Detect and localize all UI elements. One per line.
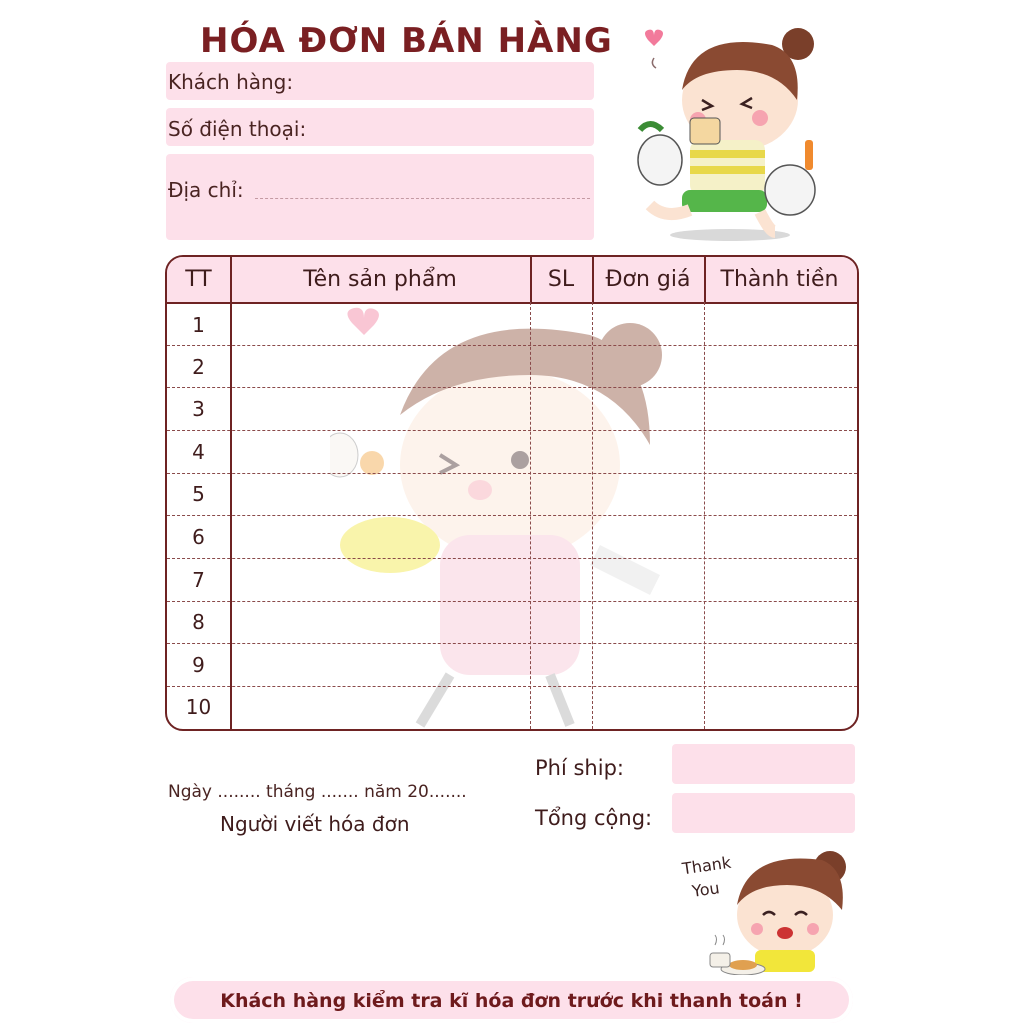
row-divider [167, 515, 857, 516]
column-divider [230, 257, 232, 729]
row-divider [167, 345, 857, 346]
row-divider [167, 430, 857, 431]
header-unit-price: Đơn giá [605, 267, 691, 292]
row-number: 3 [192, 397, 205, 421]
phone-label: Số điện thoại: [168, 117, 307, 141]
invoice-title: HÓA ĐƠN BÁN HÀNG [200, 21, 613, 61]
row-divider [167, 558, 857, 559]
address-label: Địa chỉ: [168, 178, 244, 202]
row-number: 7 [192, 568, 205, 592]
thank-you-text-line1: Thank [680, 852, 733, 879]
signer-label: Người viết hóa đơn [220, 812, 410, 836]
column-divider [592, 257, 594, 302]
shipping-label: Phí ship: [535, 756, 624, 780]
row-number: 8 [192, 610, 205, 634]
thank-you-text-line2: You [690, 878, 721, 901]
date-line: Ngày ........ tháng ....... năm 20....... [168, 782, 467, 802]
row-divider [167, 601, 857, 602]
row-divider [167, 643, 857, 644]
shopping-girl-illustration [620, 20, 835, 245]
address-dotted-line [255, 198, 590, 199]
row-number: 6 [192, 525, 205, 549]
total-label: Tổng cộng: [535, 806, 653, 830]
row-number: 1 [192, 313, 205, 337]
total-field[interactable] [672, 793, 855, 833]
header-product-name: Tên sản phẩm [303, 267, 457, 292]
customer-label: Khách hàng: [168, 70, 294, 94]
row-number: 9 [192, 653, 205, 677]
row-number: 10 [185, 695, 212, 719]
header-amount: Thành tiền [720, 267, 839, 292]
header-index: TT [185, 267, 212, 292]
row-divider [167, 387, 857, 388]
shipping-field[interactable] [672, 744, 855, 784]
row-number: 5 [192, 482, 205, 506]
items-table [165, 255, 859, 731]
column-divider [530, 257, 532, 302]
row-number: 2 [192, 355, 205, 379]
notice-text: Khách hàng kiểm tra kĩ hóa đơn trước khi thanh toán ! [220, 990, 803, 1012]
row-divider [167, 686, 857, 687]
header-quantity: SL [547, 267, 575, 292]
row-divider [167, 473, 857, 474]
row-number: 4 [192, 440, 205, 464]
column-divider [704, 257, 706, 302]
